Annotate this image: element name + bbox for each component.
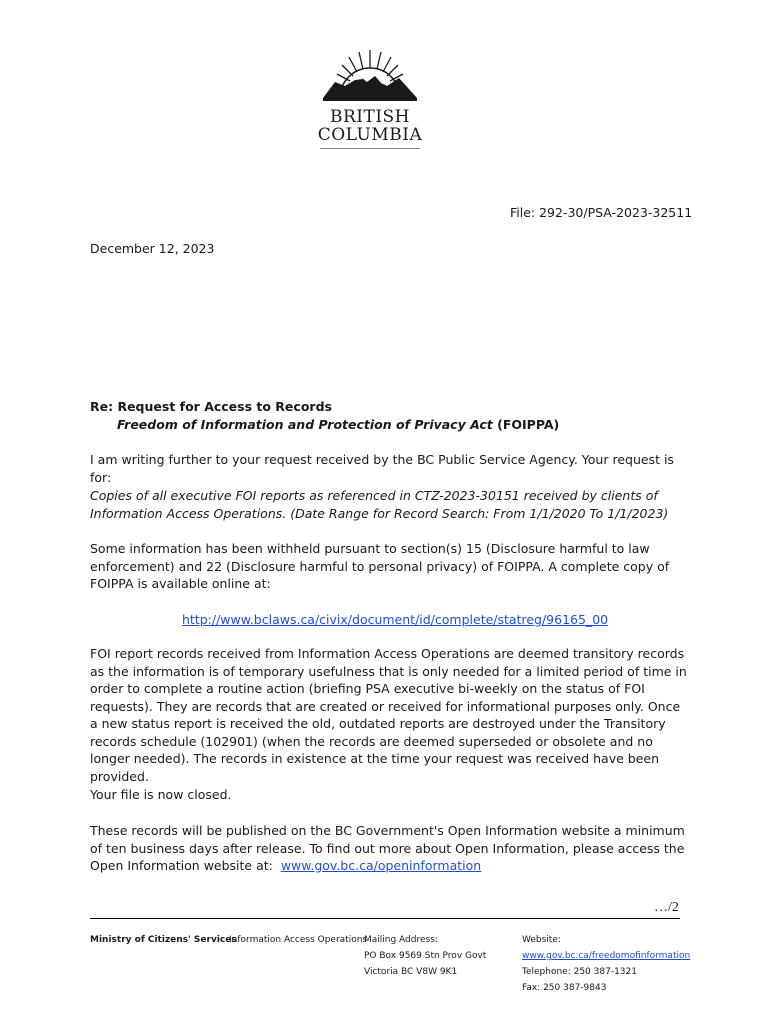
foippa-link-wrapper (182, 611, 608, 629)
act-name: Freedom of Information and Protection of Privacy Act (117, 417, 493, 432)
mailing-line1: PO Box 9569 Stn Prov Govt (364, 951, 487, 961)
sun-mountain-emblem (315, 46, 425, 104)
foippa-link[interactable]: http://www.bclaws.ca/civix/document/id/complete/statreg/96165_00 (182, 612, 609, 627)
logo-divider (320, 148, 420, 149)
footer-mailing (364, 932, 486, 980)
paragraph-intro: I am writing further to your request received by the BC Public Service Agency. Your request is for: (90, 452, 674, 485)
subject-line: Re: Request for Access to Records (90, 399, 332, 414)
letter-date: December 12, 2023 (90, 241, 215, 256)
paragraph-transitory: FOI report records received from Information Access Operations are deemed transitory records as the information is of temporary usefulness that is only needed for a limited period of time in order to complete a routine action (briefing PSA executive bi-weekly on the status of FOI requests). They are records that are created or received for informational purposes only. Once a new status report is received the old, outdated reports are destroyed under the Transitory records schedule (102901) (when the records are deemed superseded or obsolete and no longer needed). The records in existence at the time your request was received have been provided. (90, 646, 687, 784)
bc-logo (315, 46, 425, 149)
page-continuation: …/2 (654, 900, 679, 915)
paragraph-request: Copies of all executive FOI reports as referenced in CTZ-2023-30151 received by clients of Information Access Operations. (Date Range for Record Search: From 1/1/2020 To 1/1/2023) (90, 488, 669, 521)
footer-contact (522, 932, 690, 996)
fax: Fax: 250 387-9843 (522, 983, 607, 993)
footer-ministry: Ministry of Citizens' Services (90, 935, 237, 945)
paragraph-closed: Your file is now closed. (90, 787, 232, 802)
logo-line-columbia: COLUMBIA (317, 125, 423, 145)
website-label: Website: (522, 935, 561, 945)
mailing-line2: Victoria BC V8W 9K1 (364, 967, 458, 977)
footer-branch: Information Access Operations (229, 935, 368, 945)
logo-line-british: BRITISH (329, 107, 411, 127)
open-info-link[interactable]: www.gov.bc.ca/openinformation (280, 858, 482, 873)
paragraph-withheld: Some information has been withheld pursuant to section(s) 15 (Disclosure harmful to law enforcement) and 22 (Disclosure harmful to personal privacy) of FOIPPA. A complete copy of FOIPPA is available online at: (90, 541, 670, 591)
open-info-text: These records will be published on the BC Government's Open Information website a minimum of ten business days after release. To find out more about Open Information, please access the Open Information website at: (90, 823, 685, 873)
paragraph-open-info (90, 822, 690, 875)
website-link[interactable]: www.gov.bc.ca/freedomofinformation (522, 951, 691, 961)
telephone: Telephone: 250 387-1321 (522, 967, 637, 977)
mailing-label: Mailing Address: (364, 935, 438, 945)
act-title (117, 416, 559, 434)
act-abbrev: (FOIPPA) (497, 417, 560, 432)
footer-divider (90, 918, 680, 919)
file-reference: File: 292-30/PSA-2023-32511 (510, 205, 693, 220)
